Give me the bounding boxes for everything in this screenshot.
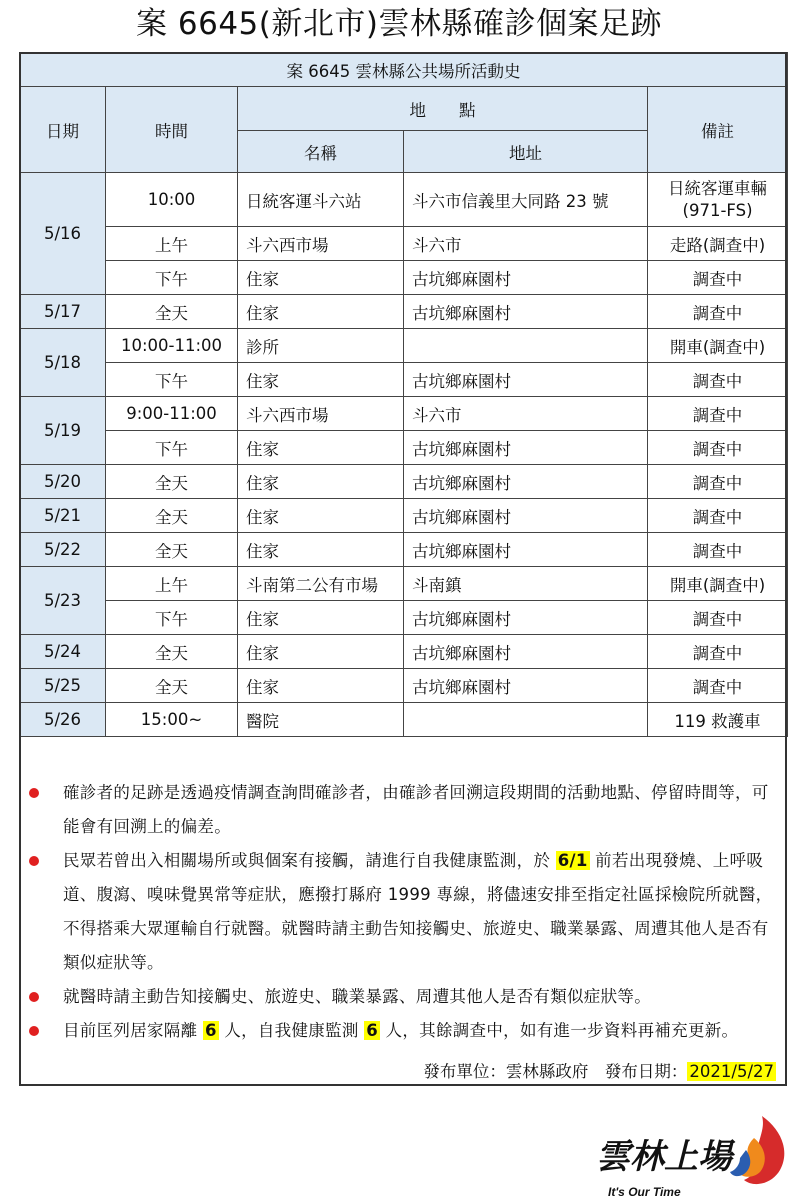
place-name-cell: 住家 bbox=[238, 601, 404, 635]
note-item bbox=[29, 776, 781, 844]
time-cell: 全天 bbox=[106, 669, 238, 703]
time-cell: 下午 bbox=[106, 363, 238, 397]
place-name-cell: 醫院 bbox=[238, 703, 404, 737]
red-bullet-icon bbox=[29, 1026, 39, 1036]
address-cell: 斗六市 bbox=[404, 397, 648, 431]
address-cell: 古坑鄉麻園村 bbox=[404, 499, 648, 533]
place-name-cell: 住家 bbox=[238, 499, 404, 533]
time-cell: 10:00-11:00 bbox=[106, 329, 238, 363]
place-name-cell: 住家 bbox=[238, 465, 404, 499]
time-cell: 全天 bbox=[106, 635, 238, 669]
address-cell: 古坑鄉麻園村 bbox=[404, 669, 648, 703]
place-name-cell: 住家 bbox=[238, 533, 404, 567]
table-banner: 案 6645 雲林縣公共場所活動史 bbox=[20, 53, 788, 87]
date-cell: 5/18 bbox=[20, 329, 106, 397]
note-cell: 119 救護車 bbox=[648, 703, 788, 737]
note-cell: 開車(調查中) bbox=[648, 329, 788, 363]
note-cell: 調查中 bbox=[648, 635, 788, 669]
address-cell: 古坑鄉麻園村 bbox=[404, 363, 648, 397]
date-cell: 5/24 bbox=[20, 635, 106, 669]
note-cell: 日統客運車輛 (971-FS) bbox=[648, 173, 788, 227]
note-cell: 調查中 bbox=[648, 397, 788, 431]
time-cell: 全天 bbox=[106, 533, 238, 567]
date-cell: 5/22 bbox=[20, 533, 106, 567]
address-cell: 古坑鄉麻園村 bbox=[404, 261, 648, 295]
note-cell: 調查中 bbox=[648, 261, 788, 295]
header-place: 地 點 bbox=[238, 87, 648, 131]
time-cell: 下午 bbox=[106, 261, 238, 295]
date-cell: 5/17 bbox=[20, 295, 106, 329]
address-cell: 古坑鄉麻園村 bbox=[404, 295, 648, 329]
address-cell: 古坑鄉麻園村 bbox=[404, 431, 648, 465]
note-cell: 調查中 bbox=[648, 533, 788, 567]
date-cell: 5/20 bbox=[20, 465, 106, 499]
place-name-cell: 斗六西市場 bbox=[238, 397, 404, 431]
page-title: 案 6645(新北市)雲林縣確診個案足跡 bbox=[136, 6, 662, 42]
highlight-count: 6 bbox=[204, 1021, 217, 1040]
note-cell: 開車(調查中) bbox=[648, 567, 788, 601]
place-name-cell: 斗南第二公有市場 bbox=[238, 567, 404, 601]
header-date: 日期 bbox=[20, 87, 106, 173]
note-item bbox=[29, 1014, 781, 1048]
date-cell: 5/21 bbox=[20, 499, 106, 533]
time-cell: 全天 bbox=[106, 499, 238, 533]
highlight-count: 6 bbox=[366, 1021, 379, 1040]
note-text: 就醫時請主動告知接觸史、旅遊史、職業暴露、周遭其他人是否有類似症狀等。 bbox=[63, 987, 651, 1006]
address-cell: 斗六市信義里大同路 23 號 bbox=[404, 173, 648, 227]
address-cell: 古坑鄉麻園村 bbox=[404, 465, 648, 499]
place-name-cell: 住家 bbox=[238, 363, 404, 397]
header-note: 備註 bbox=[648, 87, 788, 173]
red-bullet-icon bbox=[29, 992, 39, 1002]
time-cell: 全天 bbox=[106, 295, 238, 329]
header-address: 地址 bbox=[404, 131, 648, 173]
header-time: 時間 bbox=[106, 87, 238, 173]
place-name-cell: 斗六西市場 bbox=[238, 227, 404, 261]
header-name: 名稱 bbox=[238, 131, 404, 173]
publisher-label: 發布單位：雲林縣政府 發布日期： bbox=[423, 1062, 688, 1081]
place-name-cell: 住家 bbox=[238, 635, 404, 669]
note-cell: 走路(調查中) bbox=[648, 227, 788, 261]
time-cell: 下午 bbox=[106, 601, 238, 635]
date-cell: 5/26 bbox=[20, 703, 106, 737]
note-cell: 調查中 bbox=[648, 499, 788, 533]
time-cell: 全天 bbox=[106, 465, 238, 499]
place-name-cell: 住家 bbox=[238, 669, 404, 703]
time-cell: 下午 bbox=[106, 431, 238, 465]
time-cell: 上午 bbox=[106, 227, 238, 261]
address-cell: 古坑鄉麻園村 bbox=[404, 601, 648, 635]
publish-date: 2021/5/27 bbox=[689, 1062, 774, 1081]
note-cell: 調查中 bbox=[648, 295, 788, 329]
note-cell: 調查中 bbox=[648, 465, 788, 499]
note-item bbox=[29, 980, 781, 1014]
time-cell: 15:00~ bbox=[106, 703, 238, 737]
place-name-cell: 住家 bbox=[238, 431, 404, 465]
note-text: 人，其餘調查中，如有進一步資料再補充更新。 bbox=[380, 1021, 739, 1040]
time-cell: 9:00-11:00 bbox=[106, 397, 238, 431]
publish-info bbox=[423, 1058, 776, 1082]
note-text: 民眾若曾出入相關場所或與個案有接觸，請進行自我健康監測，於 bbox=[63, 851, 556, 870]
place-name-cell: 日統客運斗六站 bbox=[238, 173, 404, 227]
red-bullet-icon bbox=[29, 788, 39, 798]
address-cell: 古坑鄉麻園村 bbox=[404, 533, 648, 567]
place-name-cell: 住家 bbox=[238, 261, 404, 295]
time-cell: 上午 bbox=[106, 567, 238, 601]
yunlin-logo bbox=[594, 1108, 794, 1200]
address-cell: 斗南鎮 bbox=[404, 567, 648, 601]
note-cell: 調查中 bbox=[648, 431, 788, 465]
red-bullet-icon bbox=[29, 856, 39, 866]
place-name-cell: 住家 bbox=[238, 295, 404, 329]
note-cell: 調查中 bbox=[648, 363, 788, 397]
address-cell: 斗六市 bbox=[404, 227, 648, 261]
note-cell: 調查中 bbox=[648, 601, 788, 635]
notes-section bbox=[29, 776, 781, 1048]
date-cell: 5/16 bbox=[20, 173, 106, 295]
logo-tagline: It's Our Time bbox=[608, 1185, 681, 1199]
logo-wordmark: 雲林上場 bbox=[596, 1137, 732, 1177]
date-cell: 5/23 bbox=[20, 567, 106, 635]
note-text: 人，自我健康監測 bbox=[218, 1021, 365, 1040]
note-text: 確診者的足跡是透過疫情調查詢問確診者，由確診者回溯這段期間的活動地點、停留時間等，可能會有回溯上的偏差。 bbox=[63, 783, 769, 836]
note-item bbox=[29, 844, 781, 980]
note-cell: 調查中 bbox=[648, 669, 788, 703]
date-cell: 5/25 bbox=[20, 669, 106, 703]
date-cell: 5/19 bbox=[20, 397, 106, 465]
note-text: 前若出現發燒、上呼吸道、腹瀉、嗅味覺異常等症狀，應撥打縣府 1999 專線，將儘速安排至指定社區採檢院所就醫，不得搭乘大眾運輸自行就醫。就醫時請主動告知接觸史、旅遊史、職業暴露、周遭其他人是否有類似症狀等。 bbox=[63, 851, 773, 972]
highlight-date: 6/1 bbox=[557, 851, 588, 870]
address-cell: 古坑鄉麻園村 bbox=[404, 635, 648, 669]
place-name-cell: 診所 bbox=[238, 329, 404, 363]
note-text: 目前匡列居家隔離 bbox=[63, 1021, 203, 1040]
time-cell: 10:00 bbox=[106, 173, 238, 227]
